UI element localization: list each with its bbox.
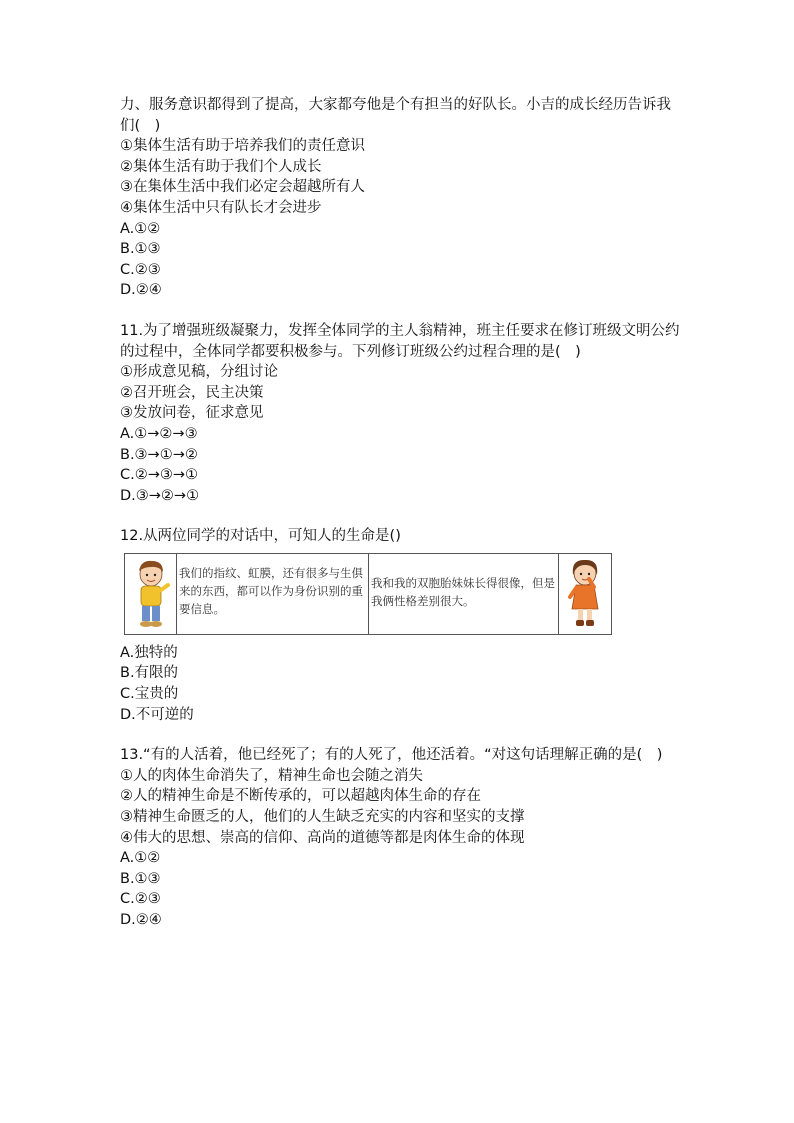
q12-option-b: B.有限的 [120, 665, 179, 682]
q10-statement-2: ②集体生活有助于我们个人成长 [120, 158, 322, 175]
q13-option-c: C.②③ [120, 891, 161, 908]
q10-statement-1: ①集体生活有助于培养我们的责任意识 [120, 138, 365, 155]
q13-statement-3: ③精神生命匮乏的人，他们的人生缺乏充实的内容和坚实的支撑 [120, 809, 525, 826]
q11-statement-2: ②召开班会，民主决策 [120, 384, 264, 401]
q10-statement-3: ③在集体生活中我们必定会超越所有人 [120, 179, 365, 196]
q10-option-c: C.②③ [120, 261, 161, 278]
q11-statement-3: ③发放问卷，征求意见 [120, 405, 264, 422]
q11-text: 11.为了增强班级凝聚力，发挥全体同学的主人翁精神，班主任要求在修订班级文明公约的过程中，全体同学都要积极参与。下列修订班级公约过程合理的是( ) [120, 322, 680, 360]
q13-option-b: B.①③ [120, 870, 161, 887]
q11-option-b: B.③→①→② [120, 446, 198, 463]
q12-option-c: C.宝贵的 [120, 686, 179, 703]
q12-option-d: D.不可逆的 [120, 706, 194, 723]
q12-dialog-left-text: 我们的指纹、虹膜，还有很多与生俱来的东西，都可以作为身份识别的重要信息。 [177, 554, 369, 634]
q12-text: 12.从两位同学的对话中，可知人的生命是() [120, 528, 401, 545]
q11-option-a: A.①→②→③ [120, 425, 198, 442]
document-body [120, 95, 680, 931]
q12-dialog-right-text: 我和我的双胞胎妹妹长得很像，但是我俩性格差别很大。 [369, 554, 559, 634]
q10-option-b: B.①③ [120, 241, 161, 258]
q10-text: 力、服务意识都得到了提高，大家都夸他是个有担当的好队长。小吉的成长经历告诉我们( ) [120, 97, 671, 134]
q10-option-a: A.①② [120, 220, 161, 237]
q11-option-c: C.②→③→① [120, 467, 199, 484]
q11-statement-1: ①形成意见稿，分组讨论 [120, 364, 278, 381]
q13-option-a: A.①② [120, 850, 161, 867]
girl-illustration [559, 554, 611, 634]
q11-option-d: D.③→②→① [120, 487, 200, 504]
q13-statement-2: ②人的精神生命是不断传承的，可以超越肉体生命的存在 [120, 788, 481, 805]
q10-statement-4: ④集体生活中只有队长才会进步 [120, 199, 322, 216]
q13-statement-1: ①人的肉体生命消失了，精神生命也会随之消失 [120, 767, 423, 784]
q13-text: 13.“有的人活着，他已经死了；有的人死了，他还活着。“对这句话理解正确的是( ) [120, 747, 663, 764]
q12-option-a: A.独特的 [120, 644, 178, 661]
q13-option-d: D.②④ [120, 912, 162, 928]
q12-dialog-table [124, 553, 612, 635]
q10-option-d: D.②④ [120, 282, 162, 299]
q13-statement-4: ④伟大的思想、崇高的信仰、高尚的道德等都是肉体生命的体现 [120, 829, 525, 846]
boy-illustration [125, 554, 177, 634]
